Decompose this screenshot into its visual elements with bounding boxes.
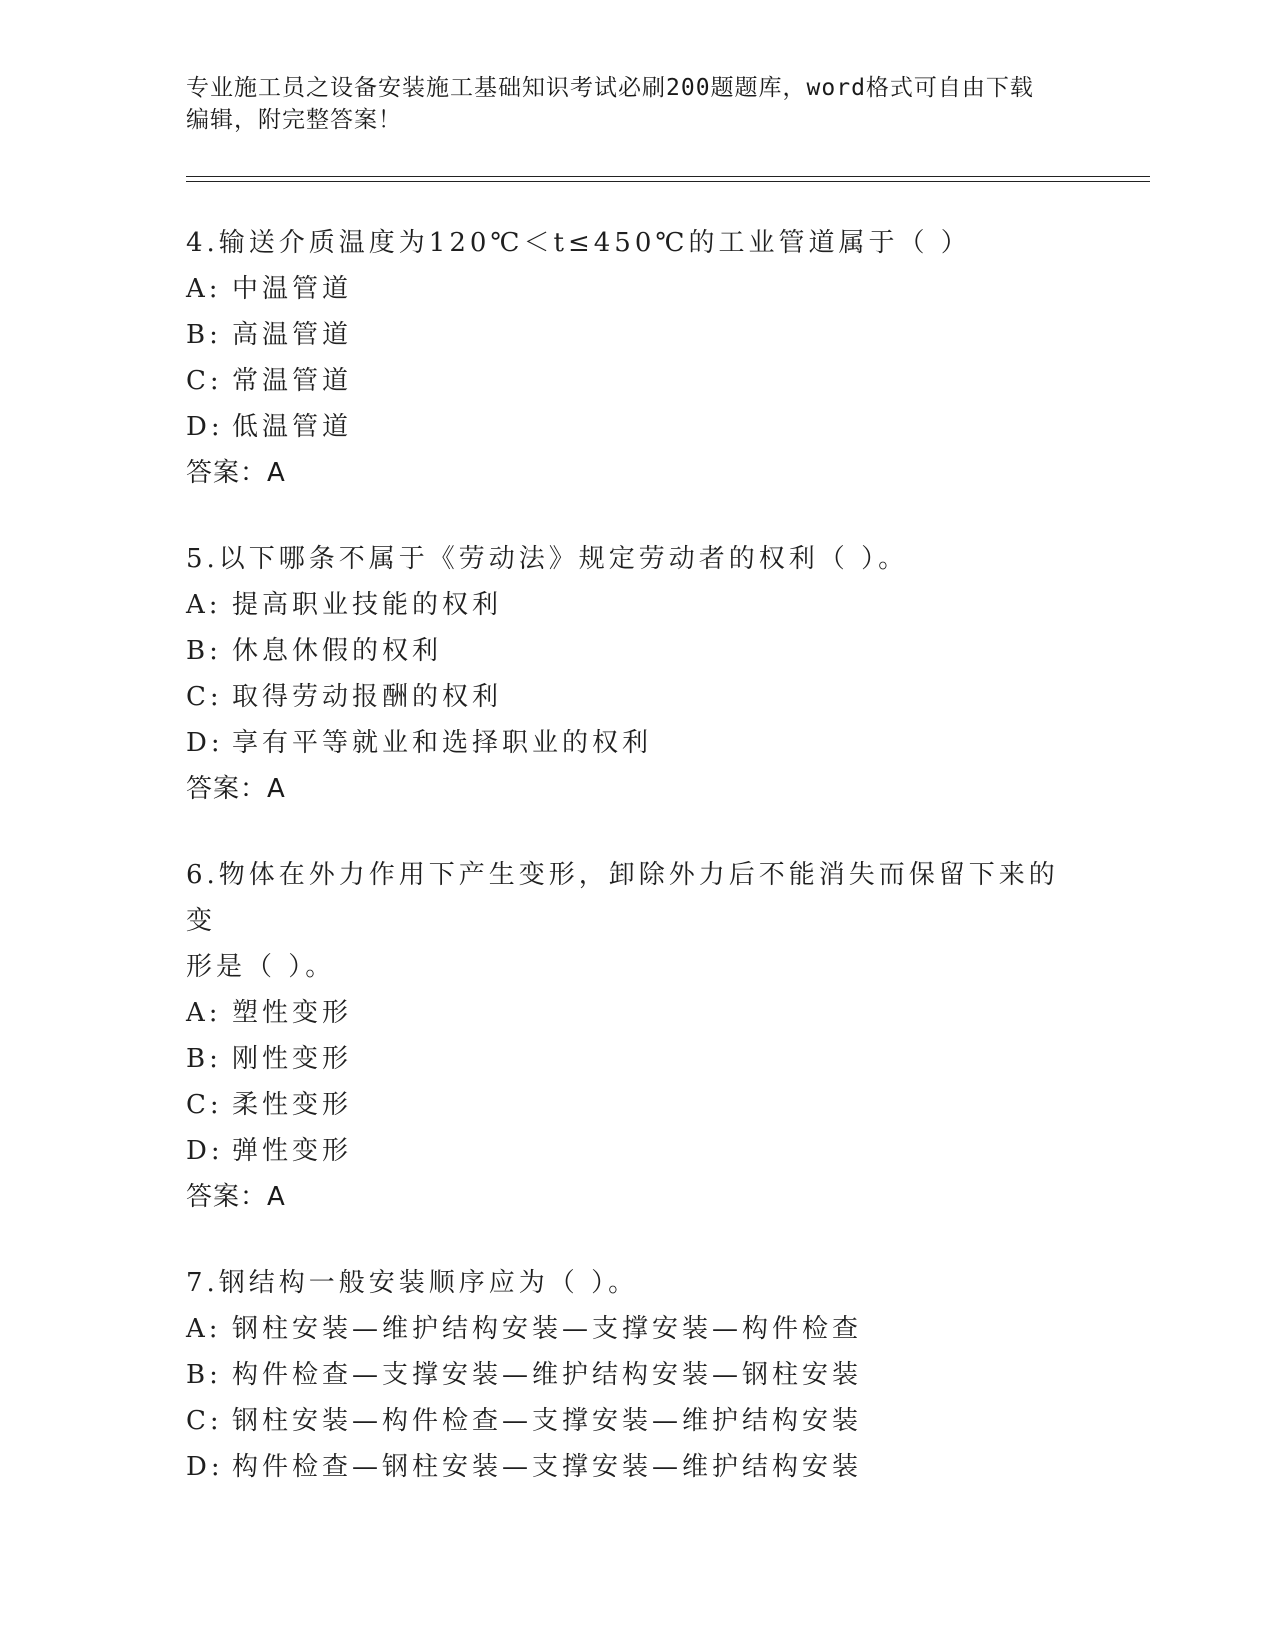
- option-text: 低温管道: [232, 412, 353, 442]
- option-letter: B:: [186, 636, 222, 666]
- option-c: [186, 1398, 1086, 1444]
- option-letter: B:: [186, 1360, 222, 1390]
- option-text: 高温管道: [232, 320, 353, 350]
- option-text: 休息休假的权利: [232, 636, 443, 666]
- question-text: 7.钢结构一般安装顺序应为（ ）。: [186, 1268, 639, 1298]
- option-text: 取得劳动报酬的权利: [232, 682, 503, 712]
- option-a: [186, 990, 1086, 1036]
- option-letter: A:: [186, 274, 222, 304]
- option-d: [186, 1444, 1086, 1490]
- question-list: [186, 220, 1086, 1530]
- question-text-continued: 形是（ ）。: [186, 952, 336, 982]
- answer-label: 答案：A: [186, 458, 286, 488]
- option-d: [186, 404, 1086, 450]
- option-text: 刚性变形: [232, 1044, 353, 1074]
- option-letter: B:: [186, 320, 222, 350]
- option-d: [186, 720, 1086, 766]
- option-d: [186, 1128, 1086, 1174]
- option-letter: A:: [186, 1314, 222, 1344]
- option-b: [186, 1352, 1086, 1398]
- question-6: [186, 852, 1086, 1220]
- answer-label: 答案：A: [186, 1182, 286, 1212]
- option-letter: D:: [186, 1452, 224, 1482]
- option-letter: B:: [186, 1044, 222, 1074]
- option-a: [186, 266, 1086, 312]
- option-text: 常温管道: [232, 366, 353, 396]
- option-text: 弹性变形: [232, 1136, 353, 1166]
- option-text: 构件检查—钢柱安装—支撑安装—维护结构安装: [232, 1452, 863, 1482]
- question-4: [186, 220, 1086, 496]
- option-letter: C:: [186, 366, 223, 396]
- option-text: 钢柱安装—维护结构安装—支撑安装—构件检查: [232, 1314, 863, 1344]
- option-text: 提高职业技能的权利: [232, 590, 503, 620]
- answer-label: 答案：A: [186, 774, 286, 804]
- header-line-1: 专业施工员之设备安装施工基础知识考试必刷200题题库，word格式可自由下载: [186, 75, 1034, 101]
- option-letter: C:: [186, 682, 223, 712]
- option-text: 享有平等就业和选择职业的权利: [232, 728, 653, 758]
- document-header: [186, 72, 1066, 136]
- option-a: [186, 1306, 1086, 1352]
- question-7: [186, 1260, 1086, 1490]
- option-b: [186, 312, 1086, 358]
- header-line-2: 编辑，附完整答案！: [186, 107, 402, 133]
- option-text: 构件检查—支撑安装—维护结构安装—钢柱安装: [232, 1360, 863, 1390]
- question-text: 4.输送介质温度为120℃＜t≤450℃的工业管道属于（ ）: [186, 228, 971, 258]
- option-letter: D:: [186, 1136, 224, 1166]
- option-letter: C:: [186, 1406, 223, 1436]
- option-text: 钢柱安装—构件检查—支撑安装—维护结构安装: [232, 1406, 863, 1436]
- option-c: [186, 674, 1086, 720]
- option-letter: D:: [186, 728, 224, 758]
- question-text: 5.以下哪条不属于《劳动法》规定劳动者的权利（ ）。: [186, 544, 909, 574]
- option-text: 塑性变形: [232, 998, 353, 1028]
- option-b: [186, 1036, 1086, 1082]
- option-letter: D:: [186, 412, 224, 442]
- option-letter: A:: [186, 590, 222, 620]
- option-letter: C:: [186, 1090, 223, 1120]
- option-b: [186, 628, 1086, 674]
- header-divider-top: [186, 176, 1150, 177]
- option-c: [186, 1082, 1086, 1128]
- option-a: [186, 582, 1086, 628]
- option-c: [186, 358, 1086, 404]
- option-text: 中温管道: [232, 274, 353, 304]
- question-5: [186, 536, 1086, 812]
- header-divider-bottom: [186, 181, 1150, 182]
- option-letter: A:: [186, 998, 222, 1028]
- question-text: 6.物体在外力作用下产生变形，卸除外力后不能消失而保留下来的变: [186, 860, 1059, 936]
- option-text: 柔性变形: [232, 1090, 353, 1120]
